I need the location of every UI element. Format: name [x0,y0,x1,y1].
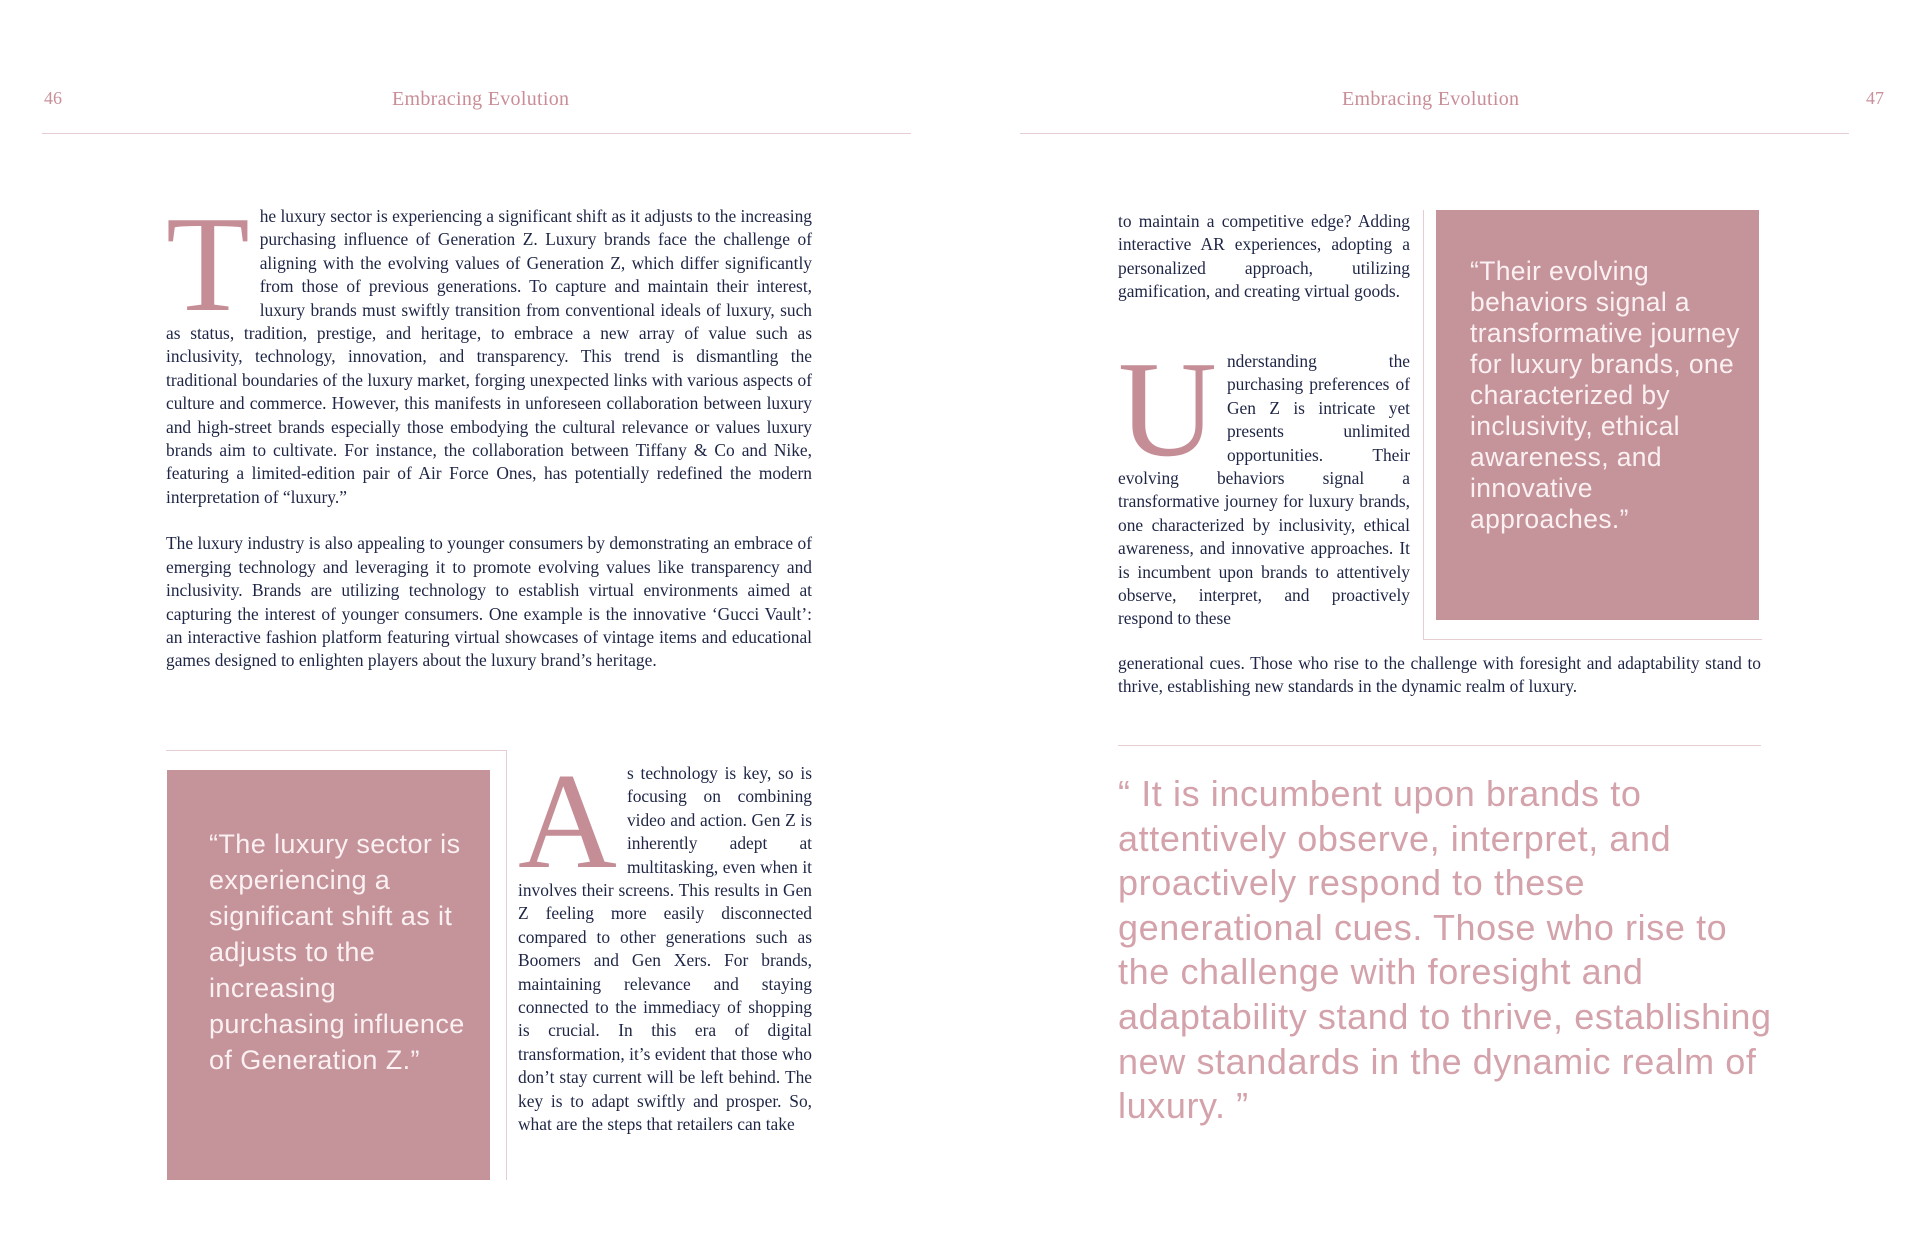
section-paragraph-text: nderstanding the purchasing preferences of Gen Z is intricate yet presents unlimited opportunities. Their evolving behaviors signal a transformative journey for luxury brands, one characterized by inclusivity, ethical awareness, and innovative approaches. It is incumbent upon brands to attentively observe, interpret, and proactively respond to these [1118,351,1410,629]
dropcap-t: T [166,188,250,340]
intro-paragraph [166,188,812,509]
big-pull-quote [1118,772,1778,1129]
dropcap-u: U [1118,333,1217,485]
intro-text-block [166,188,812,673]
pull-quote-text: “Their evolving behaviors signal a transformative journey for luxury brands, one characterized by inclusivity, ethical awareness, and innovative approaches.” [1470,256,1740,534]
header-rule [42,133,911,134]
pull-quote-text: “The luxury sector is experiencing a significant shift as it adjusts to the increasing purchasing influence of Generation Z.” [209,829,465,1075]
continuation-block [1118,210,1410,304]
section-paragraph [1118,333,1410,631]
section-paragraph-continued: generational cues. Those who rise to the challenge with foresight and adaptability stand to thrive, establishing new standards in the dynamic realm of luxury. [1118,653,1761,697]
header-rule [1020,133,1849,134]
page-number: 46 [44,88,62,108]
running-title: Embracing Evolution [1342,88,1520,110]
pull-quote-frame-top [166,750,506,751]
pull-quote-frame-left [1423,210,1424,640]
intro-paragraph-text: he luxury sector is experiencing a significant shift as it adjusts to the increasing purchasing influence of Generation Z. Luxury brands face the challenge of aligning with the evolving values of Generation Z, which differ significantly from those of previous generations. To capture and maintain their interest, luxury brands must swiftly transition from conventional ideals of luxury, such as status, tradition, prestige, and heritage, to embrace a new array of value such as inclusivity, technology, innovation, and transparency. This trend is dismantling the traditional boundaries of the luxury market, forging unexpected links with various aspects of culture and commerce. However, this manifests in unforeseen collaboration between luxury and high-street brands especially those embodying the cultural relevance or values luxury brands aim to cultivate. For instance, the collaboration between Tiffany & Co and Nike, featuring a limited-edition pair of Air Force Ones, has potentially redefined the modern interpretation of “luxury.” [166,206,812,507]
pull-quote-box [1436,210,1759,620]
section-wide-block [1118,652,1761,699]
dropcap-a: A [518,745,617,897]
running-title: Embracing Evolution [392,88,570,110]
pull-quote-frame-bottom [1423,639,1762,640]
column-paragraph [518,745,812,1137]
right-page-header [960,88,1920,128]
section-divider-rule [1118,745,1761,746]
section-narrow-block [1118,333,1410,631]
page-number: 47 [1866,88,1884,108]
right-page [960,0,1920,1252]
pull-quote-frame-right [506,750,507,1180]
column-text-block [518,745,812,1137]
paragraph-two: The luxury industry is also appealing to younger consumers by demonstrating an embrace of emerging technology and leveraging it to promote evolving values like transparency and inclusivity. Brands are utilizing technology to establish virtual environments aimed at capturing the interest of younger consumers. One example is the innovative ‘Gucci Vault’: an interactive fashion platform featuring virtual showcases of vintage items and educational games designed to enlighten players about the luxury brand’s heritage. [166,533,812,671]
big-pull-quote-text: “ It is incumbent upon brands to attentively observe, interpret, and proactively respond to these generational cues. Those who rise to the challenge with foresight and adaptability stand to thrive, establishing new standards in the dynamic realm of luxury. ” [1118,773,1772,1127]
left-page-header [0,88,960,128]
column-paragraph-text: s technology is key, so is focusing on combining video and action. Gen Z is inherently adept at multitasking, even when it involves their screens. This results in Gen Z feeling more easily disconnected compared to other generations such as Boomers and Gen Xers. For brands, maintaining relevance and staying connected to the immediacy of shopping is crucial. In this era of digital transformation, it’s evident that those who don’t stay current will be left behind. The key is to adapt swiftly and prosper. So, what are the steps that retailers can take [518,763,812,1135]
pull-quote-box [167,770,490,1180]
continuation-paragraph: to maintain a competitive edge? Adding interactive AR experiences, adopting a personalized approach, utilizing gamification, and creating virtual goods. [1118,211,1410,302]
